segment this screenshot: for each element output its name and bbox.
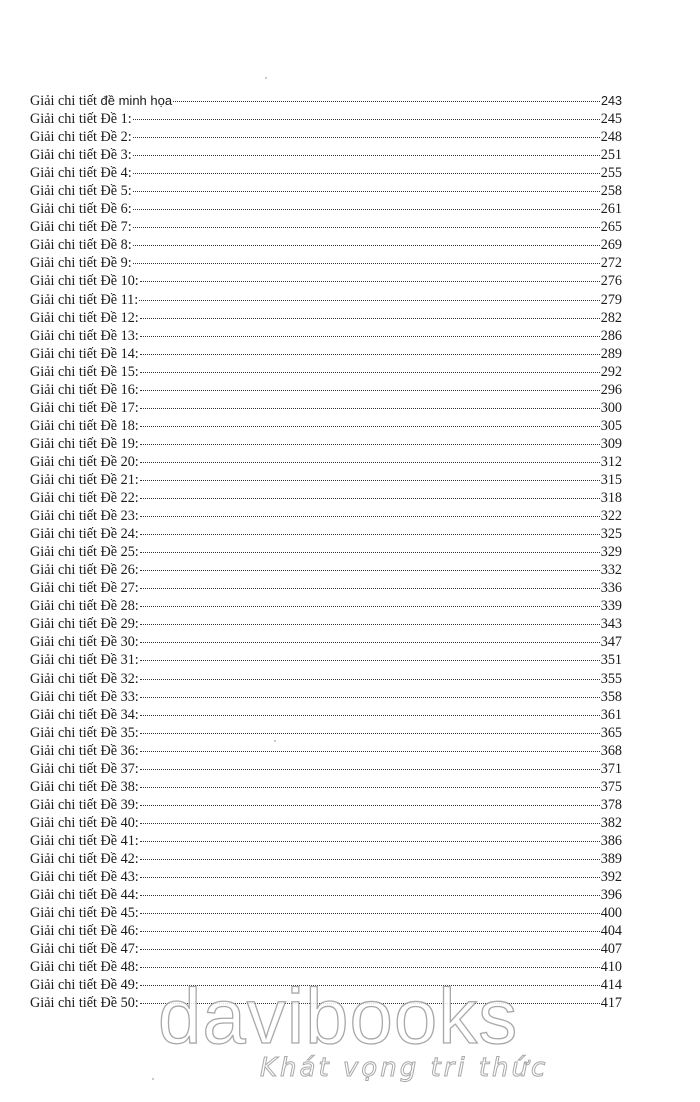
toc-entry-label: Giải chi tiết Đề 44:	[30, 887, 139, 904]
toc-entry[interactable]	[30, 146, 622, 164]
toc-entry-label: Giải chi tiết Đề 38:	[30, 778, 139, 795]
toc-entry-page-number: 386	[600, 832, 622, 849]
toc-entry-page-number: 410	[600, 959, 622, 976]
watermark-tagline: Khát vọng tri thức	[260, 1053, 549, 1083]
toc-entry-label: Giải chi tiết Đề 1:	[30, 111, 132, 128]
toc-entry[interactable]	[30, 633, 622, 651]
toc-entry-page-number: 336	[600, 580, 622, 597]
toc-entry-label: Giải chi tiết Đề 10:	[30, 273, 139, 290]
dot-leader	[133, 173, 600, 174]
toc-entry-label: Giải chi tiết Đề 12:	[30, 309, 139, 326]
toc-entry-label: Giải chi tiết Đề 11:	[30, 291, 139, 308]
toc-entry[interactable]	[30, 958, 622, 976]
toc-entry-page-number: 296	[600, 381, 622, 398]
toc-entry[interactable]	[30, 940, 622, 958]
toc-entry-label: Giải chi tiết Đề 7:	[30, 219, 132, 236]
toc-entry[interactable]	[30, 778, 622, 796]
toc-entry-label: Giải chi tiết Đề 26:	[30, 562, 139, 579]
toc-entry-page-number: 261	[600, 201, 622, 218]
dot-leader	[140, 823, 600, 824]
dot-leader	[140, 480, 600, 481]
dot-leader	[140, 715, 600, 716]
toc-entry-page-number: 400	[600, 905, 622, 922]
dot-leader	[140, 354, 600, 355]
dot-leader	[140, 967, 600, 968]
table-of-contents	[30, 92, 622, 1012]
dot-leader	[133, 227, 600, 228]
dot-leader	[140, 390, 600, 391]
toc-entry-label: Giải chi tiết Đề 24:	[30, 526, 139, 543]
toc-entry-minh-hoa[interactable]	[30, 92, 622, 110]
toc-entry-label: Giải chi tiết Đề 13:	[30, 327, 139, 344]
toc-entry[interactable]	[30, 868, 622, 886]
toc-entry-page-number: 347	[600, 634, 622, 651]
toc-entry-label-suffix: đề minh họa	[100, 93, 173, 108]
toc-entry[interactable]	[30, 597, 622, 615]
toc-entry-page-number: 289	[600, 345, 622, 362]
toc-entry[interactable]	[30, 309, 622, 327]
toc-entry-page-number: 358	[600, 688, 622, 705]
toc-entry-label: Giải chi tiết Đề 28:	[30, 598, 139, 615]
toc-entry-label: Giải chi tiết Đề 22:	[30, 490, 139, 507]
toc-entry[interactable]	[30, 381, 622, 399]
toc-entry-label: Giải chi tiết Đề 39:	[30, 796, 139, 813]
dot-leader	[140, 660, 600, 661]
toc-entry-page-number: 322	[600, 508, 622, 525]
dot-leader	[133, 191, 600, 192]
dot-leader	[140, 642, 600, 643]
toc-entry-page-number: 407	[600, 941, 622, 958]
toc-entry-page-number: 305	[600, 417, 622, 434]
toc-entry-label: Giải chi tiết Đề 46:	[30, 923, 139, 940]
toc-entry[interactable]	[30, 796, 622, 814]
toc-entry[interactable]	[30, 399, 622, 417]
toc-entry-page-number: 255	[600, 165, 622, 182]
dot-leader	[140, 787, 600, 788]
toc-entry[interactable]	[30, 417, 622, 435]
toc-entry[interactable]	[30, 254, 622, 272]
scan-speck	[152, 1078, 154, 1080]
toc-entry-label: Giải chi tiết Đề 45:	[30, 905, 139, 922]
toc-entry-label: Giải chi tiết Đề 17:	[30, 399, 139, 416]
toc-entry-page-number: 414	[600, 977, 622, 994]
toc-entry[interactable]	[30, 850, 622, 868]
toc-entry[interactable]	[30, 994, 622, 1012]
toc-entry[interactable]	[30, 291, 622, 309]
toc-entry-page-number: 265	[600, 219, 622, 236]
dot-leader	[140, 534, 600, 535]
toc-entry-label: Giải chi tiết Đề 50:	[30, 995, 139, 1012]
dot-leader	[140, 877, 600, 878]
toc-entry-label: Giải chi tiết Đề 35:	[30, 724, 139, 741]
toc-entry-page-number: 339	[600, 598, 622, 615]
dot-leader	[140, 426, 600, 427]
toc-entry-page-number: 318	[600, 490, 622, 507]
dot-leader	[133, 155, 600, 156]
toc-entry-label: Giải chi tiết Đề 32:	[30, 670, 139, 687]
toc-entry[interactable]	[30, 345, 622, 363]
toc-entry[interactable]	[30, 471, 622, 489]
toc-entry-label: Giải chi tiết Đề 9:	[30, 255, 132, 272]
toc-entry[interactable]	[30, 922, 622, 940]
toc-entry-page-number: 312	[600, 453, 622, 470]
toc-entry[interactable]	[30, 525, 622, 543]
toc-entry-label: Giải chi tiết Đề 15:	[30, 363, 139, 380]
toc-entry-page-number: 351	[600, 652, 622, 669]
toc-entry-page-number: 389	[600, 850, 622, 867]
toc-entry-page-number: 282	[600, 309, 622, 326]
toc-entry[interactable]	[30, 110, 622, 128]
dot-leader	[140, 516, 600, 517]
toc-entry[interactable]	[30, 651, 622, 669]
dot-leader	[140, 1003, 600, 1004]
toc-entry[interactable]	[30, 489, 622, 507]
dot-leader	[140, 498, 600, 499]
scan-speck	[265, 77, 267, 79]
toc-entry[interactable]	[30, 435, 622, 453]
toc-entry-page-number: 332	[600, 562, 622, 579]
toc-entry-label: Giải chi tiết Đề 14:	[30, 345, 139, 362]
toc-entry[interactable]	[30, 182, 622, 200]
dot-leader	[140, 985, 600, 986]
dot-leader	[133, 209, 600, 210]
toc-entry-label: Giải chi tiết Đề 16:	[30, 381, 139, 398]
toc-entry-page-number: 300	[600, 399, 622, 416]
toc-entry-label: Giải chi tiết Đề 29:	[30, 616, 139, 633]
dot-leader	[133, 245, 600, 246]
toc-entry-label-prefix: Giải chi tiết	[30, 93, 101, 109]
toc-entry-page-number: 365	[600, 724, 622, 741]
dot-leader	[140, 624, 600, 625]
toc-entry-label: Giải chi tiết Đề 3:	[30, 147, 132, 164]
toc-entry-label: Giải chi tiết Đề 8:	[30, 237, 132, 254]
dot-leader	[140, 336, 600, 337]
toc-entry-label: Giải chi tiết Đề 18:	[30, 417, 139, 434]
toc-entry-page-number: 243	[600, 94, 622, 108]
toc-entry-label: Giải chi tiết Đề 5:	[30, 183, 132, 200]
dot-leader	[140, 679, 600, 680]
toc-entry-page-number: 258	[600, 183, 622, 200]
dot-leader	[140, 949, 600, 950]
toc-entry-label: Giải chi tiết Đề 25:	[30, 544, 139, 561]
toc-entry-page-number: 417	[600, 995, 622, 1012]
dot-leader	[173, 101, 600, 102]
toc-entry-page-number: 361	[600, 706, 622, 723]
toc-entry[interactable]	[30, 561, 622, 579]
toc-entry[interactable]	[30, 164, 622, 182]
toc-entry-label: Giải chi tiết Đề 41:	[30, 832, 139, 849]
toc-entry[interactable]	[30, 218, 622, 236]
toc-entry[interactable]	[30, 976, 622, 994]
dot-leader	[140, 751, 600, 752]
toc-entry-page-number: 396	[600, 887, 622, 904]
toc-entry[interactable]	[30, 327, 622, 345]
toc-entry-page-number: 245	[600, 111, 622, 128]
toc-entry[interactable]	[30, 688, 622, 706]
dot-leader	[140, 588, 600, 589]
dot-leader	[140, 895, 600, 896]
toc-entry-label: Giải chi tiết Đề 23:	[30, 508, 139, 525]
watermark-brand: davibooks	[158, 972, 519, 1060]
toc-entry[interactable]	[30, 272, 622, 290]
toc-entry-page-number: 371	[600, 760, 622, 777]
toc-entry-label: Giải chi tiết Đề 40:	[30, 814, 139, 831]
toc-entry-label: Giải chi tiết Đề 37:	[30, 760, 139, 777]
dot-leader	[140, 444, 600, 445]
toc-entry-label: Giải chi tiết Đề 21:	[30, 471, 139, 488]
toc-entry-label: Giải chi tiết Đề 4:	[30, 165, 132, 182]
toc-entry-page-number: 343	[600, 616, 622, 633]
toc-entry-page-number: 378	[600, 796, 622, 813]
toc-entry-page-number: 292	[600, 363, 622, 380]
toc-entry[interactable]	[30, 236, 622, 254]
toc-entry[interactable]	[30, 615, 622, 633]
toc-entry[interactable]	[30, 814, 622, 832]
toc-entry-label: Giải chi tiết Đề 20:	[30, 453, 139, 470]
dot-leader	[140, 462, 600, 463]
toc-entry-page-number: 392	[600, 869, 622, 886]
toc-entry-page-number: 276	[600, 273, 622, 290]
toc-entry-page-number: 315	[600, 471, 622, 488]
dot-leader	[133, 263, 600, 264]
dot-leader	[140, 318, 600, 319]
dot-leader	[140, 733, 600, 734]
toc-entry[interactable]	[30, 760, 622, 778]
toc-entry[interactable]	[30, 507, 622, 525]
toc-entry-label: Giải chi tiết Đề 2:	[30, 129, 132, 146]
toc-entry[interactable]	[30, 543, 622, 561]
dot-leader	[140, 859, 600, 860]
toc-entry[interactable]	[30, 742, 622, 760]
toc-entry-label: Giải chi tiết Đề 19:	[30, 435, 139, 452]
toc-entry-label: Giải chi tiết Đề 33:	[30, 688, 139, 705]
toc-entry-label: Giải chi tiết Đề 48:	[30, 959, 139, 976]
dot-leader	[140, 841, 600, 842]
toc-entry[interactable]	[30, 453, 622, 471]
toc-entry-page-number: 329	[600, 544, 622, 561]
dot-leader	[140, 570, 600, 571]
toc-entry-label: Giải chi tiết Đề 36:	[30, 742, 139, 759]
dot-leader	[133, 137, 600, 138]
toc-entry-page-number: 309	[600, 435, 622, 452]
toc-entry[interactable]	[30, 670, 622, 688]
toc-entry-label: Giải chi tiết Đề 43:	[30, 869, 139, 886]
toc-entry-page-number: 248	[600, 129, 622, 146]
toc-entry[interactable]	[30, 904, 622, 922]
dot-leader	[133, 119, 600, 120]
toc-entry-label: Giải chi tiết Đề 42:	[30, 850, 139, 867]
toc-entry-label: Giải chi tiết Đề 47:	[30, 941, 139, 958]
dot-leader	[140, 281, 600, 282]
dot-leader	[140, 769, 600, 770]
dot-leader	[140, 552, 600, 553]
toc-entry-page-number: 325	[600, 526, 622, 543]
toc-entry-label: Giải chi tiết Đề 30:	[30, 634, 139, 651]
toc-entry[interactable]	[30, 832, 622, 850]
toc-entry-page-number: 286	[600, 327, 622, 344]
toc-entry-label: Giải chi tiết Đề 34:	[30, 706, 139, 723]
toc-entry-label: Giải chi tiết Đề 31:	[30, 652, 139, 669]
toc-entry[interactable]	[30, 200, 622, 218]
dot-leader	[140, 408, 600, 409]
dot-leader	[139, 300, 600, 301]
toc-entry[interactable]	[30, 579, 622, 597]
toc-entry-label	[30, 92, 172, 110]
toc-entry[interactable]	[30, 706, 622, 724]
toc-entry-label: Giải chi tiết Đề 6:	[30, 201, 132, 218]
dot-leader	[140, 372, 600, 373]
toc-entry-label: Giải chi tiết Đề 27:	[30, 580, 139, 597]
dot-leader	[140, 606, 600, 607]
toc-entry-page-number: 382	[600, 814, 622, 831]
toc-entry[interactable]	[30, 724, 622, 742]
toc-entry-page-number: 279	[600, 291, 622, 308]
dot-leader	[140, 697, 600, 698]
toc-entry-label: Giải chi tiết Đề 49:	[30, 977, 139, 994]
toc-entry-page-number: 404	[600, 923, 622, 940]
dot-leader	[140, 805, 600, 806]
toc-entry[interactable]	[30, 128, 622, 146]
dot-leader	[140, 931, 600, 932]
toc-entry-page-number: 355	[600, 670, 622, 687]
toc-entry[interactable]	[30, 363, 622, 381]
toc-entry-page-number: 368	[600, 742, 622, 759]
toc-entry[interactable]	[30, 886, 622, 904]
toc-entry-page-number: 251	[600, 147, 622, 164]
toc-entry-page-number: 272	[600, 255, 622, 272]
toc-entry-page-number: 269	[600, 237, 622, 254]
dot-leader	[140, 913, 600, 914]
toc-entry-page-number: 375	[600, 778, 622, 795]
